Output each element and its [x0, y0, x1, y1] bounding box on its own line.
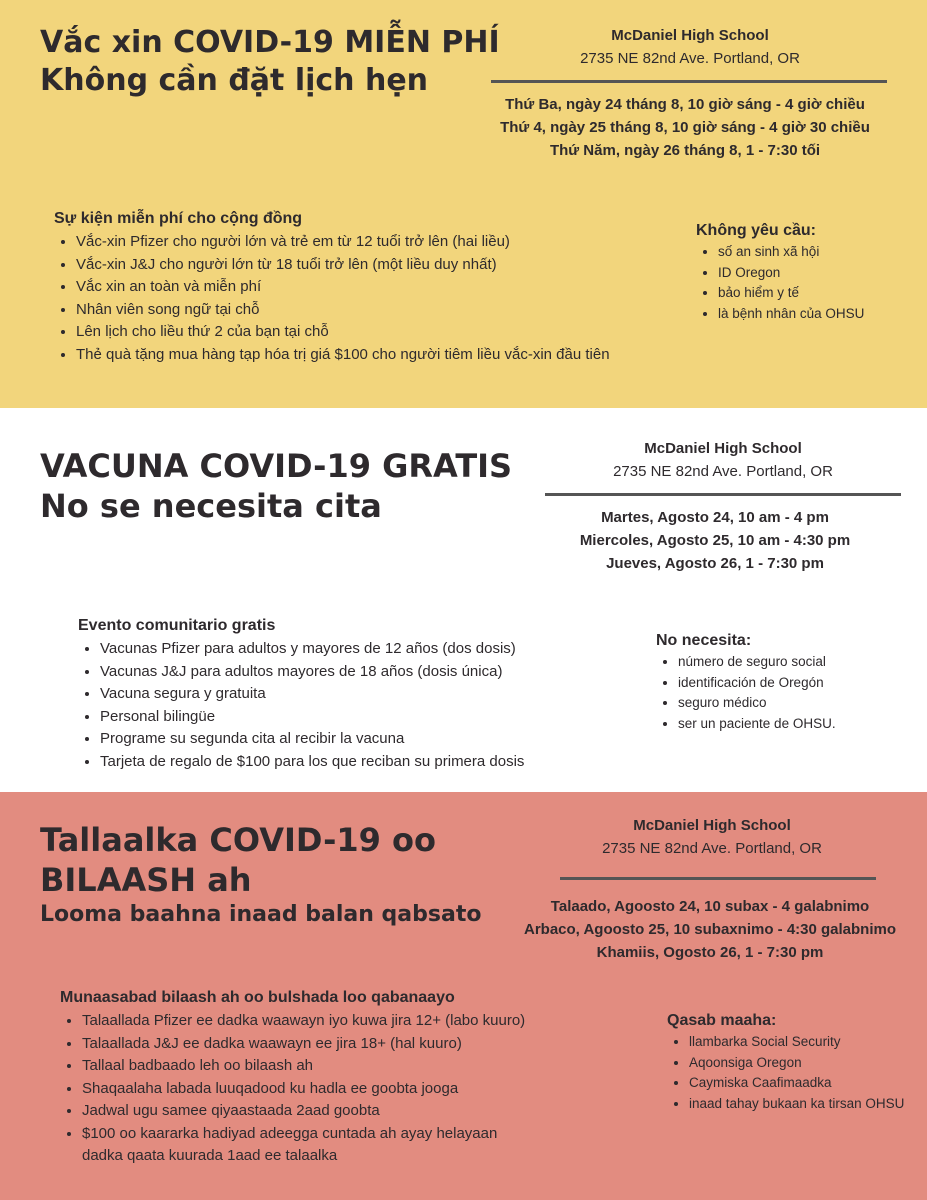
section-subtitle: Looma baahna inaad balan qabsato	[40, 902, 482, 927]
side-list	[696, 242, 906, 324]
list-item: • Vắc-xin J&J cho người lớn từ 18 tuổi trở lên (một liều duy nhất)	[76, 254, 610, 277]
event-list	[78, 638, 524, 773]
event-dates	[470, 93, 900, 162]
date-line: Arbaco, Agoosto 25, 10 subaxnimo - 4:30 galabnimo	[523, 921, 897, 938]
venue-info	[490, 24, 890, 70]
side-heading: No necesita:	[656, 632, 752, 649]
list-item: • Vacunas Pfizer para adultos y mayores de 12 años (dos dosis)	[100, 638, 524, 661]
venue-name: McDaniel High School	[611, 27, 769, 44]
event-heading: Sự kiện miễn phí cho cộng đồng	[54, 210, 303, 227]
section-title	[40, 820, 481, 930]
list-item: • Jadwal ugu samee qiyaastaada 2aad goobta	[82, 1100, 530, 1123]
venue-address: 2735 NE 82nd Ave. Portland, OR	[580, 50, 800, 67]
event-dates	[500, 895, 920, 964]
list-item: • Thẻ quà tặng mua hàng tạp hóa trị giá $100 cho người tiêm liều vắc-xin đầu tiên	[76, 344, 610, 367]
event-dates	[510, 506, 920, 575]
side-heading: Qasab maaha:	[667, 1012, 777, 1029]
event-list	[54, 231, 610, 366]
event-details	[54, 210, 610, 366]
list-item: • Vacuna segura y gratuita	[100, 683, 524, 706]
list-item: • número de seguro social	[678, 652, 906, 673]
title-line-2: No se necesita cita	[40, 487, 382, 525]
venue-info	[512, 814, 912, 860]
date-line: Thứ 4, ngày 25 tháng 8, 10 giờ sáng - 4 giờ 30 chiều	[500, 119, 870, 136]
not-required-box	[656, 632, 906, 734]
list-item: • là bệnh nhân của OHSU	[718, 304, 906, 325]
list-item: • seguro médico	[678, 693, 906, 714]
divider-line	[545, 493, 901, 496]
event-heading: Evento comunitario gratis	[78, 617, 276, 634]
list-item: • $100 oo kaararka hadiyad adeegga cuntada ah ayay helayaan dadka qaata kuurada 1aad ee talaalka	[82, 1123, 530, 1168]
section-title	[40, 446, 512, 526]
side-list	[667, 1032, 905, 1114]
list-item: • Vắc xin an toàn và miễn phí	[76, 276, 610, 299]
divider-line	[491, 80, 887, 83]
venue-info	[523, 437, 923, 483]
section-spanish	[0, 408, 927, 792]
title-line-1: Vắc xin COVID-19 MIỄN PHÍ	[40, 25, 500, 60]
not-required-box	[667, 1012, 905, 1114]
date-line: Jueves, Agosto 26, 1 - 7:30 pm	[606, 555, 824, 572]
section-somali	[0, 792, 927, 1200]
event-list	[60, 1010, 530, 1168]
title-line-1: Tallaalka COVID-19 oo	[40, 821, 436, 859]
event-details	[78, 617, 524, 773]
event-details	[60, 989, 530, 1168]
venue-name: McDaniel High School	[633, 817, 791, 834]
not-required-box	[696, 222, 906, 324]
list-item: • ser un paciente de OHSU.	[678, 714, 906, 735]
title-line-1: VACUNA COVID-19 GRATIS	[40, 447, 513, 485]
divider-line	[560, 877, 876, 880]
title-line-2: BILAASH ah	[40, 861, 252, 899]
list-item: • Tarjeta de regalo de $100 para los que reciban su primera dosis	[100, 751, 524, 774]
list-item: • inaad tahay bukaan ka tirsan OHSU	[689, 1094, 887, 1115]
list-item: • số an sinh xã hội	[718, 242, 906, 263]
list-item: • Lên lịch cho liều thứ 2 của bạn tại chỗ	[76, 321, 610, 344]
venue-address: 2735 NE 82nd Ave. Portland, OR	[602, 840, 822, 857]
date-line: Khamiis, Ogosto 26, 1 - 7:30 pm	[596, 944, 824, 961]
list-item: • Caymiska Caafimaadka	[689, 1073, 887, 1094]
list-item: • llambarka Social Security	[689, 1032, 887, 1053]
side-list	[656, 652, 906, 734]
list-item: • Aqoonsiga Oregon	[689, 1053, 887, 1074]
section-vietnamese	[0, 0, 927, 408]
date-line: Martes, Agosto 24, 10 am - 4 pm	[601, 509, 829, 526]
section-title	[40, 24, 500, 100]
venue-name: McDaniel High School	[644, 440, 802, 457]
list-item: • Vacunas J&J para adultos mayores de 18 años (dosis única)	[100, 661, 524, 684]
list-item: • Vắc-xin Pfizer cho người lớn và trẻ em từ 12 tuổi trở lên (hai liều)	[76, 231, 610, 254]
list-item: • identificación de Oregón	[678, 673, 906, 694]
event-heading: Munaasabad bilaash ah oo bulshada loo qabanaayo	[60, 989, 455, 1006]
title-line-2: Không cần đặt lịch hẹn	[40, 63, 429, 98]
venue-address: 2735 NE 82nd Ave. Portland, OR	[613, 463, 833, 480]
list-item: • Shaqaalaha labada luuqadood ku hadla ee goobta jooga	[82, 1078, 530, 1101]
list-item: • Personal bilingüe	[100, 706, 524, 729]
date-line: Miercoles, Agosto 25, 10 am - 4:30 pm	[579, 532, 851, 549]
date-line: Thứ Ba, ngày 24 tháng 8, 10 giờ sáng - 4 giờ chiều	[505, 96, 865, 113]
list-item: • ID Oregon	[718, 263, 906, 284]
date-line: Thứ Năm, ngày 26 tháng 8, 1 - 7:30 tối	[549, 142, 821, 159]
list-item: • Talaallada Pfizer ee dadka waawayn iyo kuwa jira 12+ (labo kuuro)	[82, 1010, 530, 1033]
list-item: • Tallaal badbaado leh oo bilaash ah	[82, 1055, 530, 1078]
list-item: • Nhân viên song ngữ tại chỗ	[76, 299, 610, 322]
list-item: • Programe su segunda cita al recibir la vacuna	[100, 728, 524, 751]
list-item: • Talaallada J&J ee dadka waawayn ee jira 18+ (hal kuuro)	[82, 1033, 530, 1056]
list-item: • bảo hiểm y tế	[718, 283, 906, 304]
side-heading: Không yêu cầu:	[696, 222, 817, 239]
date-line: Talaado, Agoosto 24, 10 subax - 4 galabnimo	[550, 898, 870, 915]
